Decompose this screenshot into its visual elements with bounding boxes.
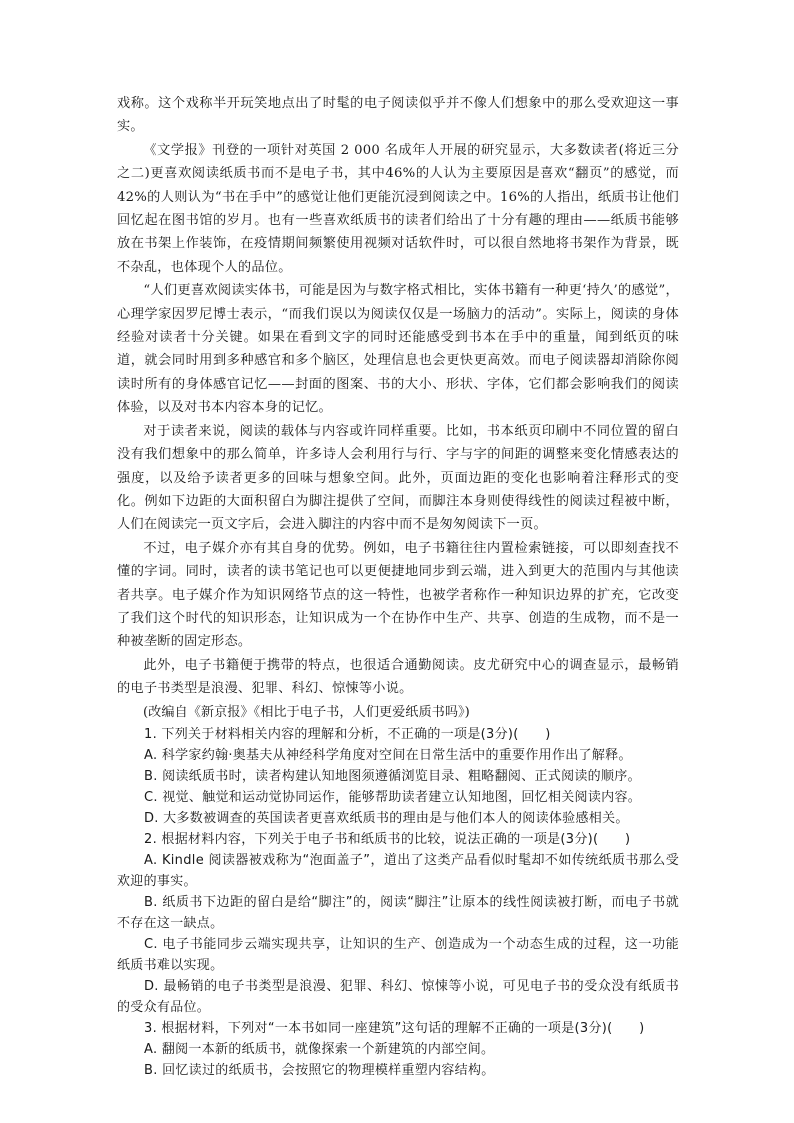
answer-option: A. 科学家约翰·奥基夫从神经科学角度对空间在日常生活中的重要作用作出了解释。 bbox=[144, 747, 632, 763]
answer-option: A. Kindle 阅读器被戏称为“泡面盖子”，道出了这类产品看似时髦却不如传统纸质书那么受欢迎的事实。 bbox=[117, 852, 679, 889]
answer-option: A. 翻阅一本新的纸质书，就像探索一个新建筑的内部空间。 bbox=[144, 1041, 495, 1057]
answer-option: B. 回忆读过的纸质书，会按照它的物理模样重塑内容结构。 bbox=[144, 1062, 495, 1078]
article-paragraph: 戏称。这个戏称半开玩笑地点出了时髦的电子阅读似乎并不像人们想象中的那么受欢迎这一事实。 bbox=[117, 96, 679, 135]
question-stem: 1. 下列关于材料相关内容的理解和分析，不正确的一项是(3分)( ) bbox=[144, 726, 551, 742]
article-paragraph: 此外，电子书籍便于携带的特点，也很适合通勤阅读。皮尤研究中心的调查显示，最畅销的电子书类型是浪漫、犯罪、科幻、惊悚等小说。 bbox=[117, 657, 679, 697]
answer-option: C. 电子书能同步云端实现共享，让知识的生产、创造成为一个动态生成的过程，这一功能纸质书难以实现。 bbox=[117, 936, 679, 973]
answer-option: B. 阅读纸质书时，读者构建认知地图须遵循浏览目录、粗略翻阅、正式阅读的顺序。 bbox=[144, 768, 641, 784]
article-source: (改编自《新京报》《相比于电子书，人们更爱纸质书吗》) bbox=[143, 704, 470, 720]
article-paragraph: 《文学报》刊登的一项针对英国 2 000 名成年人开展的研究显示，大多数读者(将近三分之二)更喜欢阅读纸质书而不是电子书，其中46%的人认为主要原因是喜欢“翻页”的感觉，而42%的人则认为“书在手中”的感觉让他们更能沉浸到阅读之中。16%的人指出，纸质书让他们回忆起在图书馆的岁月。也有一些喜欢纸质书的读者们给出了十分有趣的理由——纸质书能够放在书架上作装饰，在疫情期间频繁使用视频对话软件时，可以很自然地将书架作为背景，既不杂乱，也体现个人的品位。 bbox=[117, 142, 679, 275]
document-page bbox=[117, 92, 679, 1081]
question-stem: 3. 根据材料，下列对“一本书如同一座建筑”这句话的理解不正确的一项是(3分)( ) bbox=[144, 1020, 645, 1036]
answer-option: B. 纸质书下边距的留白是给“脚注”的，阅读“脚注”让原本的线性阅读被打断，而电子书就不存在这一缺点。 bbox=[117, 894, 679, 931]
article-paragraph: 对于读者来说，阅读的载体与内容或许同样重要。比如，书本纸页印刷中不同位置的留白没有我们想象中的那么简单，许多诗人会利用行与行、字与字的间距的调整来变化情感表达的强度，以及给予读者更多的回味与想象空间。此外，页面边距的变化也影响着注释形式的变化。例如下边距的大面积留白为脚注提供了空间，而脚注本身则使得线性的阅读过程被中断，人们在阅读完一页文字后，会进入脚注的内容中而不是匆匆阅读下一页。 bbox=[117, 423, 679, 533]
answer-option: D. 大多数被调查的英国读者更喜欢纸质书的理由是与他们本人的阅读体验感相关。 bbox=[144, 810, 629, 826]
question-stem: 2. 根据材料内容，下列关于电子书和纸质书的比较，说法正确的一项是(3分)( ) bbox=[144, 831, 631, 847]
article-paragraph: 不过，电子媒介亦有其自身的优势。例如，电子书籍往往内置检索链接，可以即刻查找不懂的字词。同时，读者的读书笔记也可以更便捷地同步到云端，进入到更大的范围内与其他读者共享。电子媒介作为知识网络节点的这一特性，也被学者称作一种知识边界的扩充，它改变了我们这个时代的知识形态，让知识成为一个在协作中生产、共享、创造的生成物，而不是一种被垄断的固定形态。 bbox=[117, 540, 679, 650]
answer-option: D. 最畅销的电子书类型是浪漫、犯罪、科幻、惊悚等小说，可见电子书的受众没有纸质书的受众有品位。 bbox=[117, 978, 679, 1015]
answer-option: C. 视觉、触觉和运动觉协同运作，能够帮助读者建立认知地图，回忆相关阅读内容。 bbox=[144, 789, 642, 805]
article-paragraph: “人们更喜欢阅读实体书，可能是因为与数字格式相比，实体书籍有一种更‘持久’的感觉”，心理学家因罗尼博士表示，“而我们误以为阅读仅仅是一场脑力的活动”。实际上，阅读的身体经验对读者十分关键。如果在看到文字的同时还能感受到书本在手中的重量，闻到纸页的味道，就会同时用到多种感官和多个脑区，处理信息也会更快更高效。而电子阅读器却消除你阅读时所有的身体感官记忆——封面的图案、书的大小、形状、字体，它们都会影响我们的阅读体验，以及对书本内容本身的记忆。 bbox=[117, 283, 679, 416]
